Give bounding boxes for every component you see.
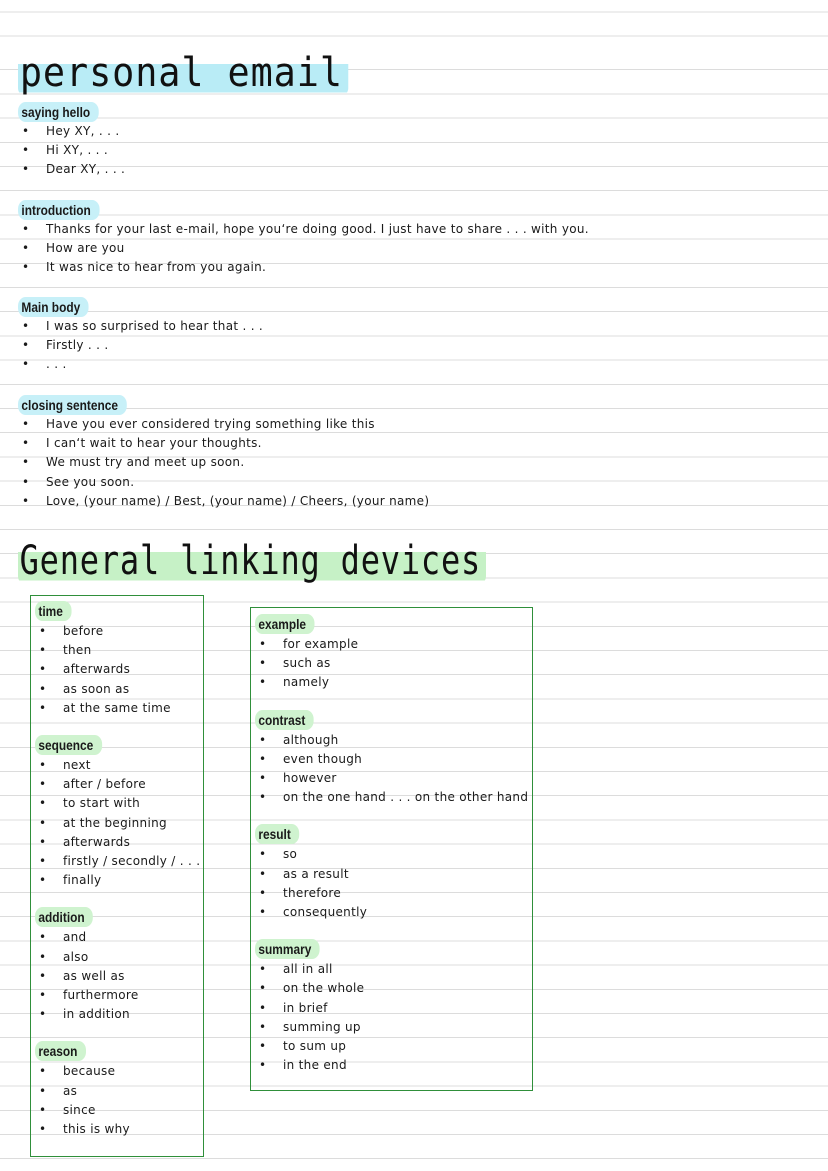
list-item: • firstly / secondly / . . .	[39, 852, 197, 871]
list-item: • Dear XY, . . .	[22, 160, 125, 179]
list-item: • Hi XY, . . .	[22, 141, 125, 160]
list-item: • afterwards	[39, 833, 197, 852]
list-item: • as a result	[259, 865, 526, 884]
list-item: • afterwards	[39, 660, 197, 679]
list-item: • although	[259, 731, 526, 750]
list-item: • therefore	[259, 884, 526, 903]
list-item: • finally	[39, 871, 197, 890]
list-item: • Firstly . . .	[22, 336, 263, 355]
list-item: • as	[39, 1082, 197, 1101]
section-heading: sequence	[35, 735, 102, 755]
list-item: • as well as	[39, 967, 197, 986]
section-heading: contrast	[255, 710, 314, 730]
list-item: • before	[39, 622, 197, 641]
list-item: • then	[39, 641, 197, 660]
section-heading: time	[35, 601, 71, 621]
list-item: • namely	[259, 673, 526, 692]
list-item: • for example	[259, 635, 526, 654]
item-list	[259, 960, 526, 1075]
list-item: • on the whole	[259, 979, 526, 998]
section-heading: example	[255, 614, 315, 634]
section-closing-sentence	[22, 395, 429, 511]
linking-devices-title: General linking devices	[18, 538, 486, 584]
item-list	[39, 622, 197, 718]
list-item: • in brief	[259, 999, 526, 1018]
list-item: • as soon as	[39, 680, 197, 699]
list-item: • at the same time	[39, 699, 197, 718]
item-list	[22, 122, 125, 180]
section-reason	[39, 1041, 197, 1139]
section-sequence	[38, 735, 201, 890]
item-list	[22, 317, 263, 375]
section-heading: addition	[35, 907, 93, 927]
linking-box-left	[30, 595, 204, 1157]
list-item: • to start with	[39, 794, 197, 813]
list-item: • consequently	[259, 903, 526, 922]
item-list	[259, 635, 526, 693]
list-item: • . . .	[22, 355, 263, 374]
section-saying-hello	[22, 102, 125, 180]
section-heading: Main body	[18, 297, 89, 317]
section-heading: result	[255, 824, 299, 844]
section-heading: introduction	[18, 200, 99, 220]
list-item: • because	[39, 1062, 197, 1081]
list-item: • such as	[259, 654, 526, 673]
list-item: • Hey XY, . . .	[22, 122, 125, 141]
linking-box-right	[250, 607, 533, 1091]
list-item: • all in all	[259, 960, 526, 979]
list-item: • furthermore	[39, 986, 197, 1005]
section-main-body	[22, 297, 263, 375]
list-item: • in the end	[259, 1056, 526, 1075]
section-contrast	[258, 710, 529, 808]
section-introduction	[22, 200, 589, 278]
item-list	[259, 731, 529, 808]
list-item: • I can‘t wait to hear your thoughts.	[22, 434, 429, 453]
section-heading: summary	[255, 939, 320, 959]
list-item: • in addition	[39, 1005, 197, 1024]
list-item: • How are you	[22, 239, 589, 258]
list-item: • this is why	[39, 1120, 197, 1139]
list-item: • on the one hand . . . on the other hand	[259, 788, 526, 807]
item-list	[22, 220, 589, 278]
section-addition	[39, 907, 197, 1024]
list-item: • also	[39, 948, 197, 967]
list-item: • Thanks for your last e-mail, hope you‘re doing good. I just have to share . . . with you.	[22, 220, 589, 239]
item-list	[259, 845, 526, 922]
list-item: • and	[39, 928, 197, 947]
list-item: • however	[259, 769, 526, 788]
list-item: • even though	[259, 750, 526, 769]
section-example	[259, 614, 526, 693]
item-list	[39, 756, 201, 890]
personal-email-title: personal email	[18, 50, 348, 96]
section-heading: closing sentence	[18, 395, 126, 415]
list-item: • next	[39, 756, 197, 775]
section-heading: saying hello	[18, 102, 99, 122]
list-item: • See you soon.	[22, 473, 429, 492]
item-list	[39, 928, 197, 1024]
list-item: • Love, (your name) / Best, (your name) / Cheers, (your name)	[22, 492, 429, 511]
section-time	[39, 601, 197, 718]
list-item: • I was so surprised to hear that . . .	[22, 317, 263, 336]
list-item: • since	[39, 1101, 197, 1120]
section-summary	[259, 939, 526, 1075]
list-item: • We must try and meet up soon.	[22, 453, 429, 472]
list-item: • summing up	[259, 1018, 526, 1037]
item-list	[39, 1062, 197, 1139]
section-heading: reason	[35, 1041, 86, 1061]
item-list	[22, 415, 429, 511]
list-item: • to sum up	[259, 1037, 526, 1056]
list-item: • It was nice to hear from you again.	[22, 258, 589, 277]
list-item: • Have you ever considered trying something like this	[22, 415, 429, 434]
list-item: • so	[259, 845, 526, 864]
list-item: • after / before	[39, 775, 197, 794]
list-item: • at the beginning	[39, 814, 197, 833]
section-result	[259, 824, 526, 922]
